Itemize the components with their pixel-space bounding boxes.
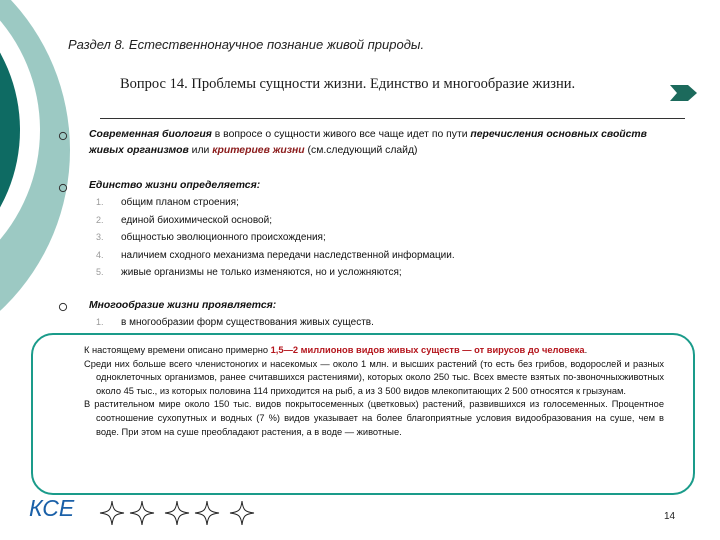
page-number: 14 xyxy=(664,511,676,522)
unity-heading: Единство жизни определяется: xyxy=(89,180,261,191)
footer-label: КСЕ xyxy=(29,495,75,521)
title-divider xyxy=(100,118,685,119)
diversity-heading: Многообразие жизни проявляется: xyxy=(89,300,277,311)
list-item: 3. общностью эволюционного происхождения; xyxy=(96,232,326,243)
bullet-circle-icon xyxy=(58,131,70,143)
unity-list xyxy=(96,194,455,282)
section-header: Раздел 8. Естественнонаучное познание живой природы. xyxy=(68,37,425,52)
bullet1-term: Современная биология xyxy=(89,129,212,140)
bullet-circle-icon xyxy=(58,302,70,314)
list-item: 2. единой биохимической основой; xyxy=(96,214,272,226)
species-paragraph-3: В растительном мире около 150 тыс. видов покрытосеменных (цветковых) растений, развившихся из голосеменных. Процентное соотношение сухопутных и водных (7 %) видов указывает на более благоприятные условия видообразования на суше, чем в воде. При этом на суше преобладают растения, а в воде — животные. xyxy=(84,399,664,437)
list-item: 4. наличием сходного механизма передачи наследственной информации. xyxy=(96,249,455,261)
diversity-list xyxy=(96,314,374,332)
species-paragraph-2: Среди них больше всего членистоногих и насекомых — около 1 млн. и высших растений (то есть без грибов, водорослей и разных одноклеточных организмов, ранее считавшихся растениями), которых около 250 тыс. Всех вместе взятых по-звоночныхживотных около 45 тыс., из которых половина 114 приходится на рыб, а из 3 500 видов млекопитающих 2 500 относятся к грызунам. xyxy=(84,358,664,396)
species-paragraph-1: К настоящему времени описано примерно 1,5—2 миллионов видов живых существ — от вирусов до человека. xyxy=(84,345,588,355)
species-info-text xyxy=(84,344,664,439)
list-item: 1. общим планом строения; xyxy=(96,197,239,208)
bullet-biology-text: Современная биология в вопросе о сущности живого все чаще идет по пути перечисления основных свойств живых организмов или критериев жизни (см.следующий слайд) xyxy=(89,129,647,156)
next-arrow-icon[interactable] xyxy=(668,84,698,102)
list-item: 5. живые организмы не только изменяются, но и усложняются; xyxy=(96,267,402,278)
bullet-circle-icon xyxy=(58,183,70,195)
list-item: 1. в многообразии форм существования живых существ. xyxy=(96,317,374,328)
four-point-star-icon xyxy=(98,500,268,526)
slide-title: Вопрос 14. Проблемы сущности жизни. Единство и многообразие жизни. xyxy=(120,76,576,92)
